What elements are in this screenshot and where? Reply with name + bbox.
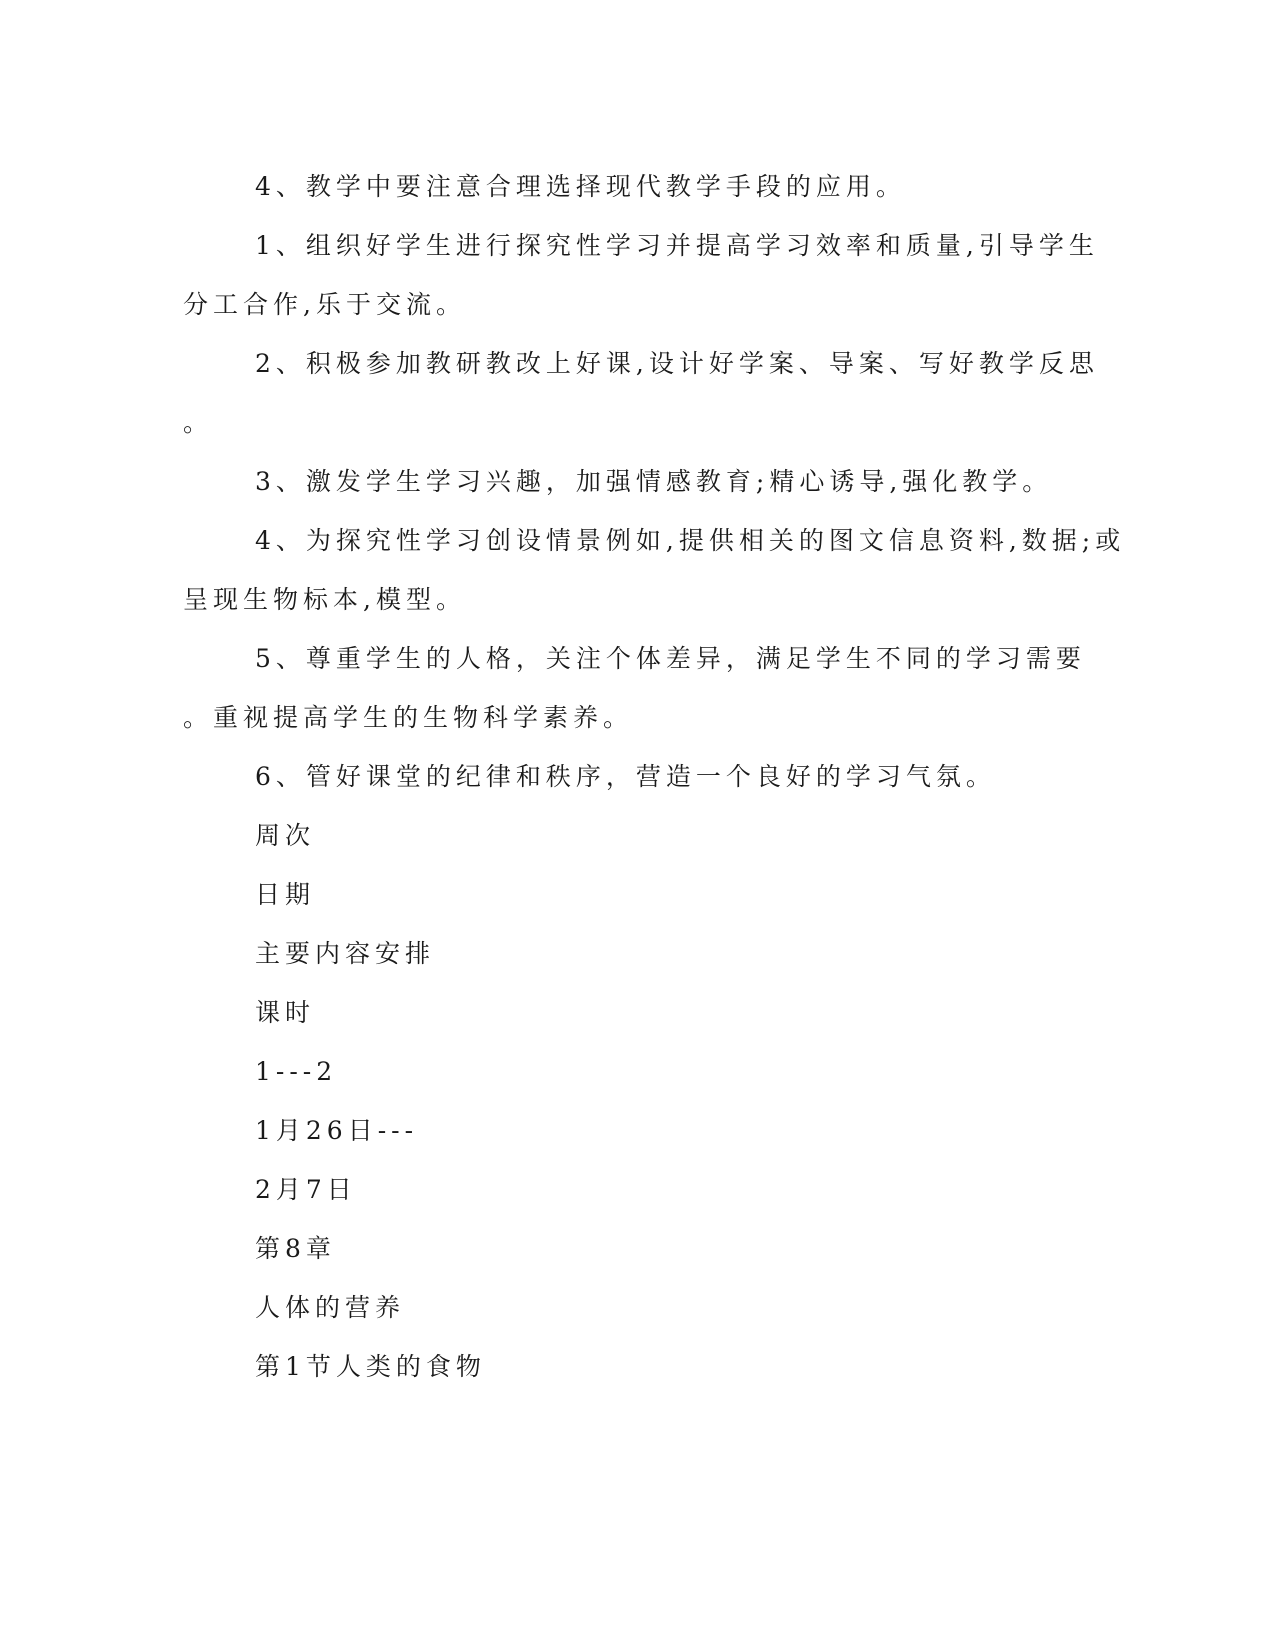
paragraph-line: 。重视提高学生的生物科学素养。 xyxy=(183,703,634,732)
document-body xyxy=(183,157,1126,1396)
paragraph-line: 6、管好课堂的纪律和秩序，营造一个良好的学习气氛。 xyxy=(255,762,996,791)
paragraph-line: 2、积极参加教研教改上好课,设计好学案、导案、写好教学反思 xyxy=(255,349,1099,378)
table-cell-week: 1---2 xyxy=(255,1057,338,1086)
paragraph-line: 3、激发学生学习兴趣，加强情感教育;精心诱导,强化教学。 xyxy=(255,467,1053,496)
table-cell-section: 第1节人类的食物 xyxy=(255,1352,486,1381)
paragraph-line: 呈现生物标本,模型。 xyxy=(183,585,466,614)
paragraph-line: 5、尊重学生的人格，关注个体差异，满足学生不同的学习需要 xyxy=(255,644,1086,673)
table-cell-date-header: 日期 xyxy=(255,880,316,909)
table-cell-date-start: 1月26日--- xyxy=(255,1116,419,1145)
table-cell-chapter: 第8章 xyxy=(255,1234,336,1263)
table-cell-date-end: 2月7日 xyxy=(255,1175,357,1204)
paragraph-line: 分工合作,乐于交流。 xyxy=(183,290,466,319)
paragraph-line: 。 xyxy=(183,408,214,437)
paragraph-line: 4、为探究性学习创设情景例如,提供相关的图文信息资料,数据;或 xyxy=(255,526,1126,555)
table-cell-content-header: 主要内容安排 xyxy=(255,939,436,968)
table-cell-hours-header: 课时 xyxy=(255,998,316,1027)
paragraph-line: 1、组织好学生进行探究性学习并提高学习效率和质量,引导学生 xyxy=(255,231,1099,260)
table-cell-chapter-title: 人体的营养 xyxy=(255,1293,406,1322)
table-cell-week-header: 周次 xyxy=(255,821,316,850)
paragraph-line: 4、教学中要注意合理选择现代教学手段的应用。 xyxy=(255,172,906,201)
